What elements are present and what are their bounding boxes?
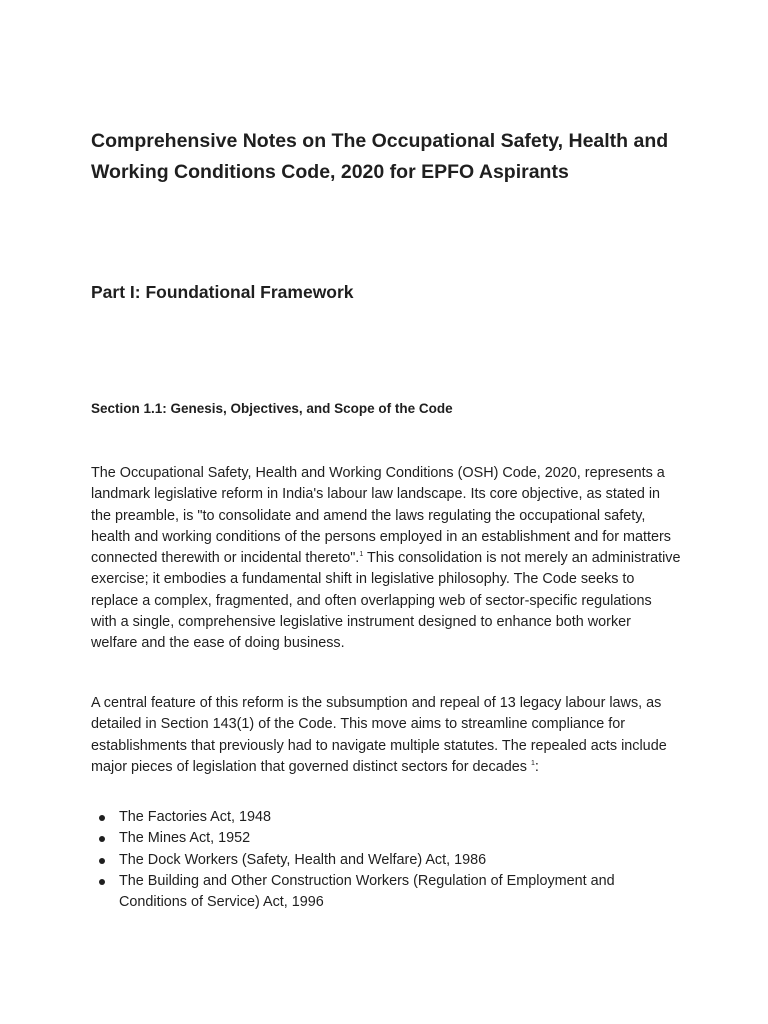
paragraph-text: This consolidation is not merely an administrative exercise; it embodies a fundamental shift in legislative philosophy. The Code seeks to replace a complex, fragmented, and often overlapping web of sector-specific regulations with a single, comprehensive legislative instrument designed to enhance both worker welfare and the ease of doing business. xyxy=(91,550,681,652)
list-item-text: The Dock Workers (Safety, Health and Welfare) Act, 1986 xyxy=(119,851,487,868)
paragraph-text: The Occupational Safety, Health and Working Conditions (OSH) Code, 2020, represents a landmark legislative reform in India's labour law landscape. Its core objective, as stated in the preamble, is "to consolidate and amend the laws regulating the occupational safety, health and working conditions of the persons employed in an establishment and for matters connected therewith or incidental thereto". xyxy=(91,465,671,567)
document-title: Comprehensive Notes on The Occupational Safety, Health and Working Conditions Code, 2020 for EPFO Aspirants xyxy=(91,130,669,183)
section-heading: Section 1.1: Genesis, Objectives, and Scope of the Code xyxy=(91,401,453,416)
list-item xyxy=(91,850,681,871)
paragraph-text: A central feature of this reform is the subsumption and repeal of 13 legacy labour laws, as detailed in Section 143(1) of the Code. This move aims to streamline compliance for establishments that previously had to navigate multiple statutes. The repealed acts include major pieces of legislation that governed distinct sectors for decades xyxy=(91,695,667,775)
part-heading: Part I: Foundational Framework xyxy=(91,282,354,302)
list-item xyxy=(91,828,681,849)
bullet-icon xyxy=(99,858,105,864)
list-item-text: The Mines Act, 1952 xyxy=(119,830,251,847)
list-item xyxy=(91,871,681,914)
footnote-reference[interactable]: 1 xyxy=(530,760,535,768)
bullet-icon xyxy=(99,879,105,885)
paragraph-text: : xyxy=(534,758,539,775)
paragraph-osh-overview xyxy=(91,463,681,655)
list-item-text: The Factories Act, 1948 xyxy=(119,809,271,825)
paragraph-repeal-overview xyxy=(91,693,681,778)
bullet-icon xyxy=(99,836,105,842)
repealed-acts-list xyxy=(91,807,681,913)
list-item-text: The Building and Other Construction Workers (Regulation of Employment and Conditions of Service) Act, 1996 xyxy=(119,872,615,911)
bullet-icon xyxy=(99,815,105,821)
footnote-reference[interactable]: 1 xyxy=(359,551,364,559)
list-item xyxy=(91,807,681,828)
